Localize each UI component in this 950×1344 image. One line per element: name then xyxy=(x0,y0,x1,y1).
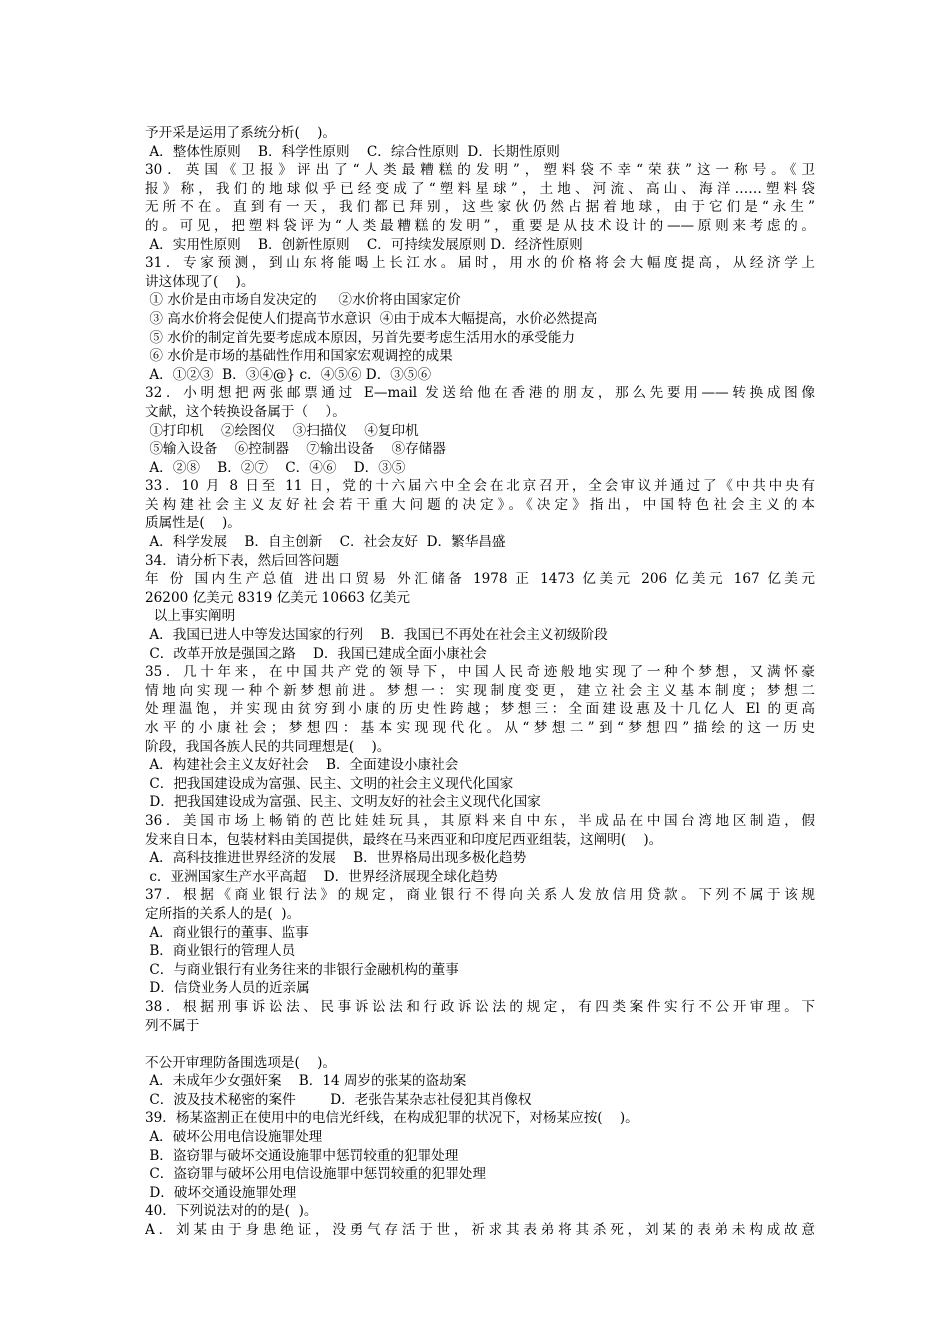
answer-options: A．整体性原则 B．科学性原则 C．综合性原则 D．长期性原则 xyxy=(145,143,560,160)
answer-options: A．构建社会主义友好社会 B．全面建设小康社会 xyxy=(145,757,459,774)
text-line: 予开采是运用了系统分析( )。 xyxy=(145,125,337,141)
answer-options: C．改革开放是强国之路 D．我国已建成全面小康社会 xyxy=(145,645,487,662)
text-line: 报》称，我们的地球似乎已经变成了“塑料星球”，土地、河流、高山、海洋……塑料袋 xyxy=(145,180,815,197)
statement-item: ⑤输入设备 ⑥控制器 ⑦输出设备 ⑧存储器 xyxy=(145,441,446,458)
question-30: 30．英国《卫报》评出了“人类最糟糕的发明”，塑料袋不幸“荣获”这一称号。《卫 xyxy=(145,162,815,179)
answer-option: D．信贷业务人员的近亲属 xyxy=(145,980,310,997)
answer-option: A．刘某由于身患绝证，没勇气存活于世，祈求其表弟将其杀死，刘某的表弟未构成故意 xyxy=(145,1222,815,1239)
answer-option: B．商业银行的管理人员 xyxy=(145,943,296,960)
answer-option: D．破坏交通设施罪处理 xyxy=(145,1184,297,1201)
answer-options: A．科学发展 B．自主创新 C．社会友好 D．繁华昌盛 xyxy=(145,534,506,551)
answer-options: A．高科技推进世界经济的发展 B．世界格局出现多极化趋势 xyxy=(145,850,527,867)
question-31: 31．专家预测，到山东将能喝上长江水。届时，用水的价格将会大幅度提高，从经济学上 xyxy=(145,255,815,272)
answer-option: D．把我国建设成为富强、民主、文明友好的社会主义现代化国家 xyxy=(145,794,541,811)
question-36: 36．美国市场上畅销的芭比娃娃玩具，其原料来自中东，半成品在中国台湾地区制造，假 xyxy=(145,812,815,829)
answer-option: B．盗窃罪与破坏交通设施罪中惩罚较重的犯罪处理 xyxy=(145,1147,459,1164)
answer-option: A．破坏公用电信设施罪处理 xyxy=(145,1129,323,1146)
question-34: 34．请分析下表，然后回答问题 xyxy=(145,552,340,569)
text-line: 关构建社会主义友好社会若干重大问题的决定》。《决定》指出，中国特色社会主义的本 xyxy=(145,496,815,513)
question-32: 32．小明想把两张邮票通过 E—mail 发送给他在香港的朋友，那么先要用——转换成图像 xyxy=(145,385,815,402)
statement-item: ① 水价是由市场自发决定的 ②水价将由国家定价 xyxy=(145,292,461,309)
statement-item: ⑤ 水价的制定首先要考虑成本原因，另首先要考虑生活用水的承受能力 xyxy=(145,329,576,346)
text-line: 讲这体现了( )。 xyxy=(145,273,255,290)
question-37: 37．根据《商业银行法》的规定，商业银行不得向关系人发放信用贷款。下列不属于该规 xyxy=(145,887,815,904)
text-line: 以上事实阐明 xyxy=(145,608,236,625)
answer-options: A．①②③ B．③④@} c．④⑤⑥ D．③⑤⑥ xyxy=(145,366,432,383)
answer-options: A．未成年少女强奸案 B．14 周岁的张某的盗劫案 xyxy=(145,1073,467,1090)
answer-option: C．把我国建设成为富强、民主、文明的社会主义现代化国家 xyxy=(145,775,514,792)
text-line: 处理温饱，并实现由贫穷到小康的历史性跨越；梦想三：全面建设惠及十几亿人 El 的更高 xyxy=(145,701,815,718)
text-line: 不公开审理防备围选项是( )。 xyxy=(145,1054,337,1071)
table-text-line: 26200 亿美元 8319 亿美元 10663 亿美元 xyxy=(145,589,411,606)
text-line: 水平的小康社会；梦想四：基本实现现代化。从“梦想二”到“梦想四”描绘的这一历史 xyxy=(145,720,815,736)
answer-options: c．亚洲国家生产水平高超 D．世界经济展现全球化趋势 xyxy=(145,868,498,885)
answer-options: C．波及技术秘密的案件 D．老张告某杂志社侵犯其肖像权 xyxy=(145,1091,532,1108)
question-33: 33．10 月 8 日至 11 日，党的十六届六中全会在北京召开，全会审议并通过了《中共中央有 xyxy=(145,478,815,495)
question-39: 39．杨某盗割正在使用中的电信光纤线，在构成犯罪的状况下，对杨某应按( )。 xyxy=(145,1110,639,1127)
answer-options: A．我国已进人中等发达国家的行列 B．我国已不再处在社会主义初级阶段 xyxy=(145,627,608,644)
answer-option: C．盗窃罪与破坏公用电信设施罪中惩罚较重的犯罪处理 xyxy=(145,1166,486,1183)
question-38: 38．根据刑事诉讼法、民事诉讼法和行政诉讼法的规定，有四类案件实行不公开审理。下 xyxy=(145,998,815,1015)
text-line: 无所不在。直到有一天，我们都已拜别，这些家伙仍然占据着地球，由于它们是“永生” xyxy=(145,199,815,216)
table-text-line: 年 份 国内生产总值 进出口贸易 外汇储备 1978 正 1473 亿美元 206 亿美元 167 亿美元 xyxy=(145,571,815,588)
answer-options: A．②⑧ B．②⑦ C．④⑥ D．③⑤ xyxy=(145,459,406,476)
answer-option: A．商业银行的董事、监事 xyxy=(145,924,309,941)
text-line: 列不属于 xyxy=(145,1017,200,1034)
text-line: 阶段，我国各族人民的共同理想是( )。 xyxy=(145,738,391,755)
statement-item: ⑥ 水价是市场的基础性作用和国家宏观调控的成果 xyxy=(145,348,453,365)
blank-line xyxy=(145,1035,815,1054)
answer-option: C．与商业银行有业务往来的非银行金融机构的董事 xyxy=(145,961,459,978)
text-line: 发来自日本，包装材料由美国提供，最终在马来西亚和印度尼西亚组装，这阐明( )。 xyxy=(145,831,663,848)
text-line: 文献，这个转换设备属于（ ）。 xyxy=(145,403,346,420)
question-40: 40．下列说法对的的是( )。 xyxy=(145,1203,318,1220)
question-35: 35．几十年来，在中国共产党的领导下，中国人民奇迹般地实现了一种个梦想，又满怀豪 xyxy=(145,664,815,681)
text-line: 质属性是( )。 xyxy=(145,515,241,532)
answer-options: A．实用性原则 B．创新性原则 C．可持续发展原则 D．经济性原则 xyxy=(145,236,583,253)
statement-item: ③ 高水价将会促使人们提高节水意识 ④由于成本大幅提高，水价必然提高 xyxy=(145,310,598,327)
text-line: 情地向实现一种个新梦想前进。梦想一：实现制度变更，建立社会主义基本制度；梦想二 xyxy=(145,682,815,699)
statement-item: ①打印机 ②绘图仪 ③扫描仪 ④复印机 xyxy=(145,422,419,439)
document-body xyxy=(145,124,815,1240)
text-line: 定所指的关系人的是( )。 xyxy=(145,905,301,922)
text-line: 的。可见，把塑料袋评为“人类最糟糕的发明”，重要是从技术设计的——原则来考虑的。 xyxy=(145,217,815,234)
